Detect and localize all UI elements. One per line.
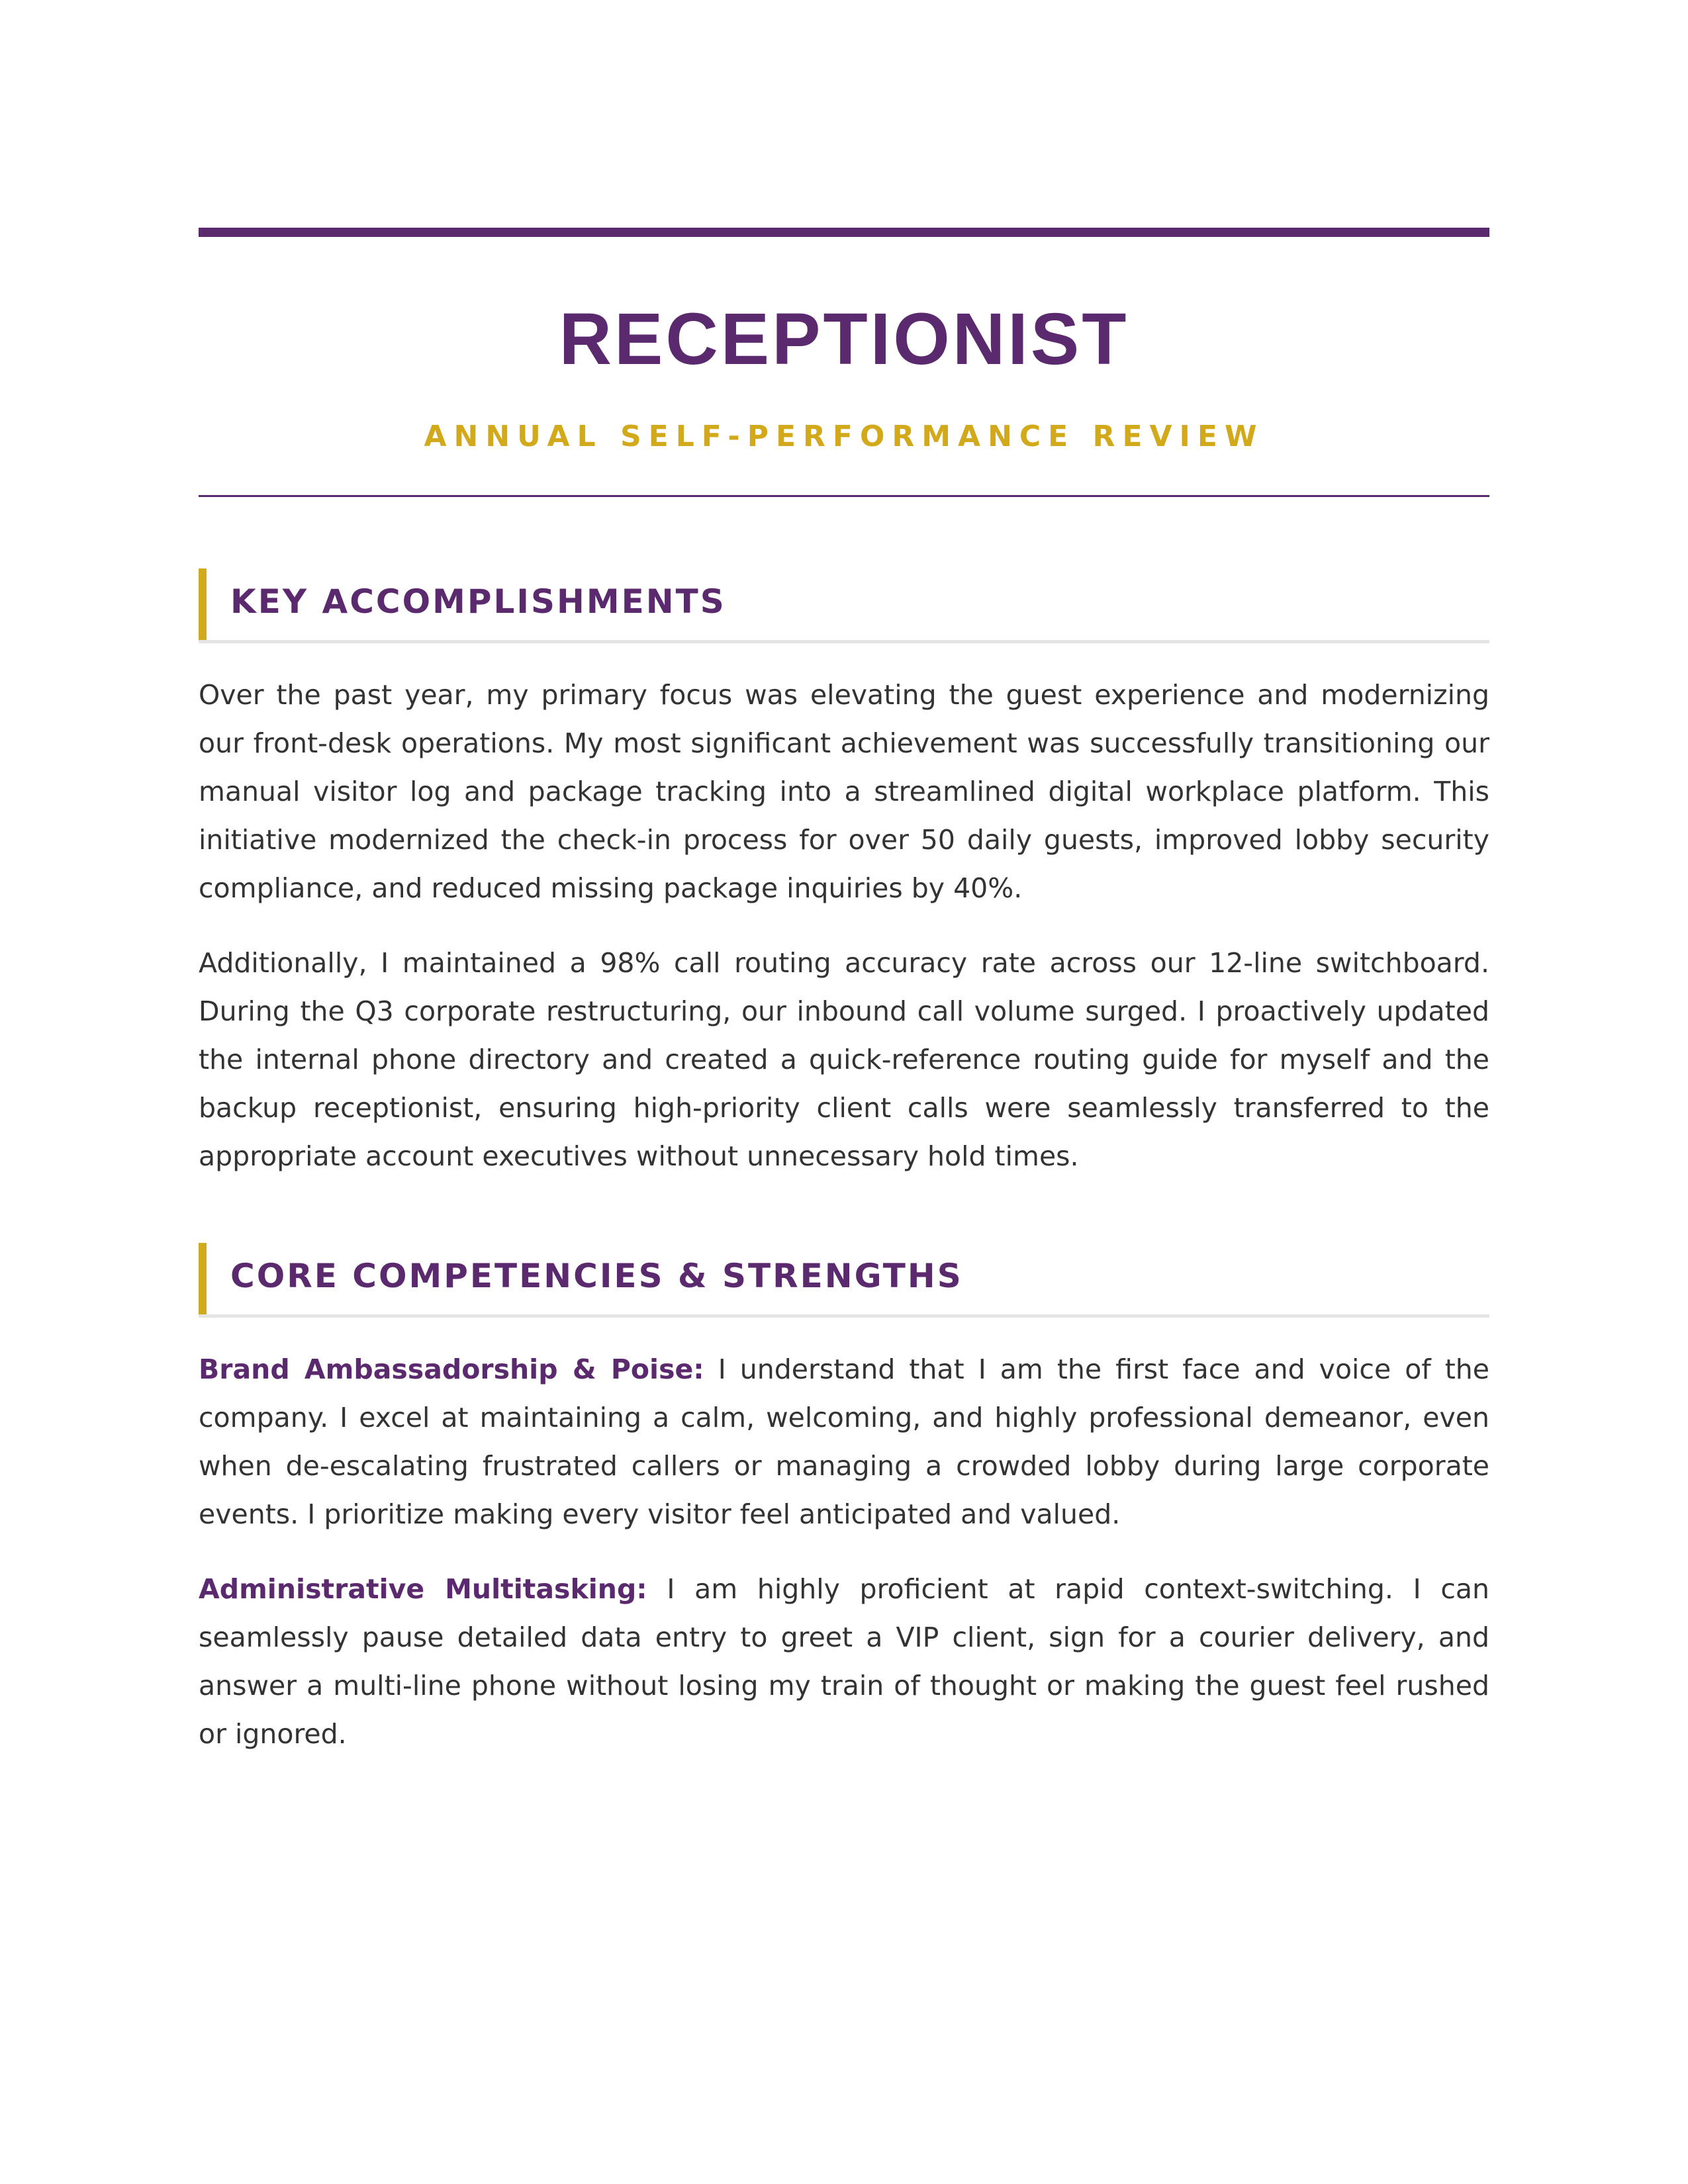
section-key-accomplishments [199,569,1489,1181]
paragraph-text: I understand that I am the first face and voice of the company. I excel at maintaining a calm, welcoming, and highly professional demeanor, even when de-escalating frustrated callers or managing a crowded lobby during large corporate events. I prioritize making every visitor feel anticipated and valued. [199,1353,1489,1530]
section-body [199,671,1489,1181]
competency-paragraph [199,1345,1489,1539]
section-core-competencies [199,1243,1489,1758]
paragraph-text: Additionally, I maintained a 98% call routing accuracy rate across our 12-line switchboard. During the Q3 corporate restructuring, our inbound call volume surged. I proactively updated the internal phone directory and created a quick-reference routing guide for myself and the backup receptionist, ensuring high-priority client calls were seamlessly transferred to the appropriate account executives without unnecessary hold times. [199,947,1489,1172]
competency-label: Administrative Multitasking: [199,1573,647,1605]
paragraph-text: Over the past year, my primary focus was elevating the guest experience and modernizing our front-desk operations. My most significant achievement was successfully transitioning our manual visitor log and package tracking into a streamlined digital workplace platform. This initiative modernized the check-in process for over 50 daily guests, improved lobby security compliance, and reduced missing package inquiries by 40%. [199,679,1489,904]
section-accent-bar [199,569,207,640]
document-title: RECEPTIONIST [559,298,1129,380]
accomplishment-paragraph [199,671,1489,913]
accomplishment-paragraph [199,939,1489,1181]
section-title: KEY ACCOMPLISHMENTS [230,582,726,621]
section-body [199,1345,1489,1758]
section-heading [199,569,1489,643]
competency-label: Brand Ambassadorship & Poise: [199,1353,704,1385]
document-subtitle: ANNUAL SELF-PERFORMANCE REVIEW [424,420,1264,453]
paragraph-text: I am highly proficient at rapid context-switching. I can seamlessly pause detailed data entry to greet a VIP client, sign for a courier delivery, and answer a multi-line phone without losing my train of thought or making the guest feel rushed or ignored. [199,1573,1489,1750]
section-heading [199,1243,1489,1318]
section-accent-bar [199,1243,207,1314]
section-title: CORE COMPETENCIES & STRENGTHS [230,1257,963,1295]
header-divider [199,495,1489,497]
competency-paragraph [199,1565,1489,1758]
review-document [199,228,1489,1758]
top-accent-rule [199,228,1489,237]
